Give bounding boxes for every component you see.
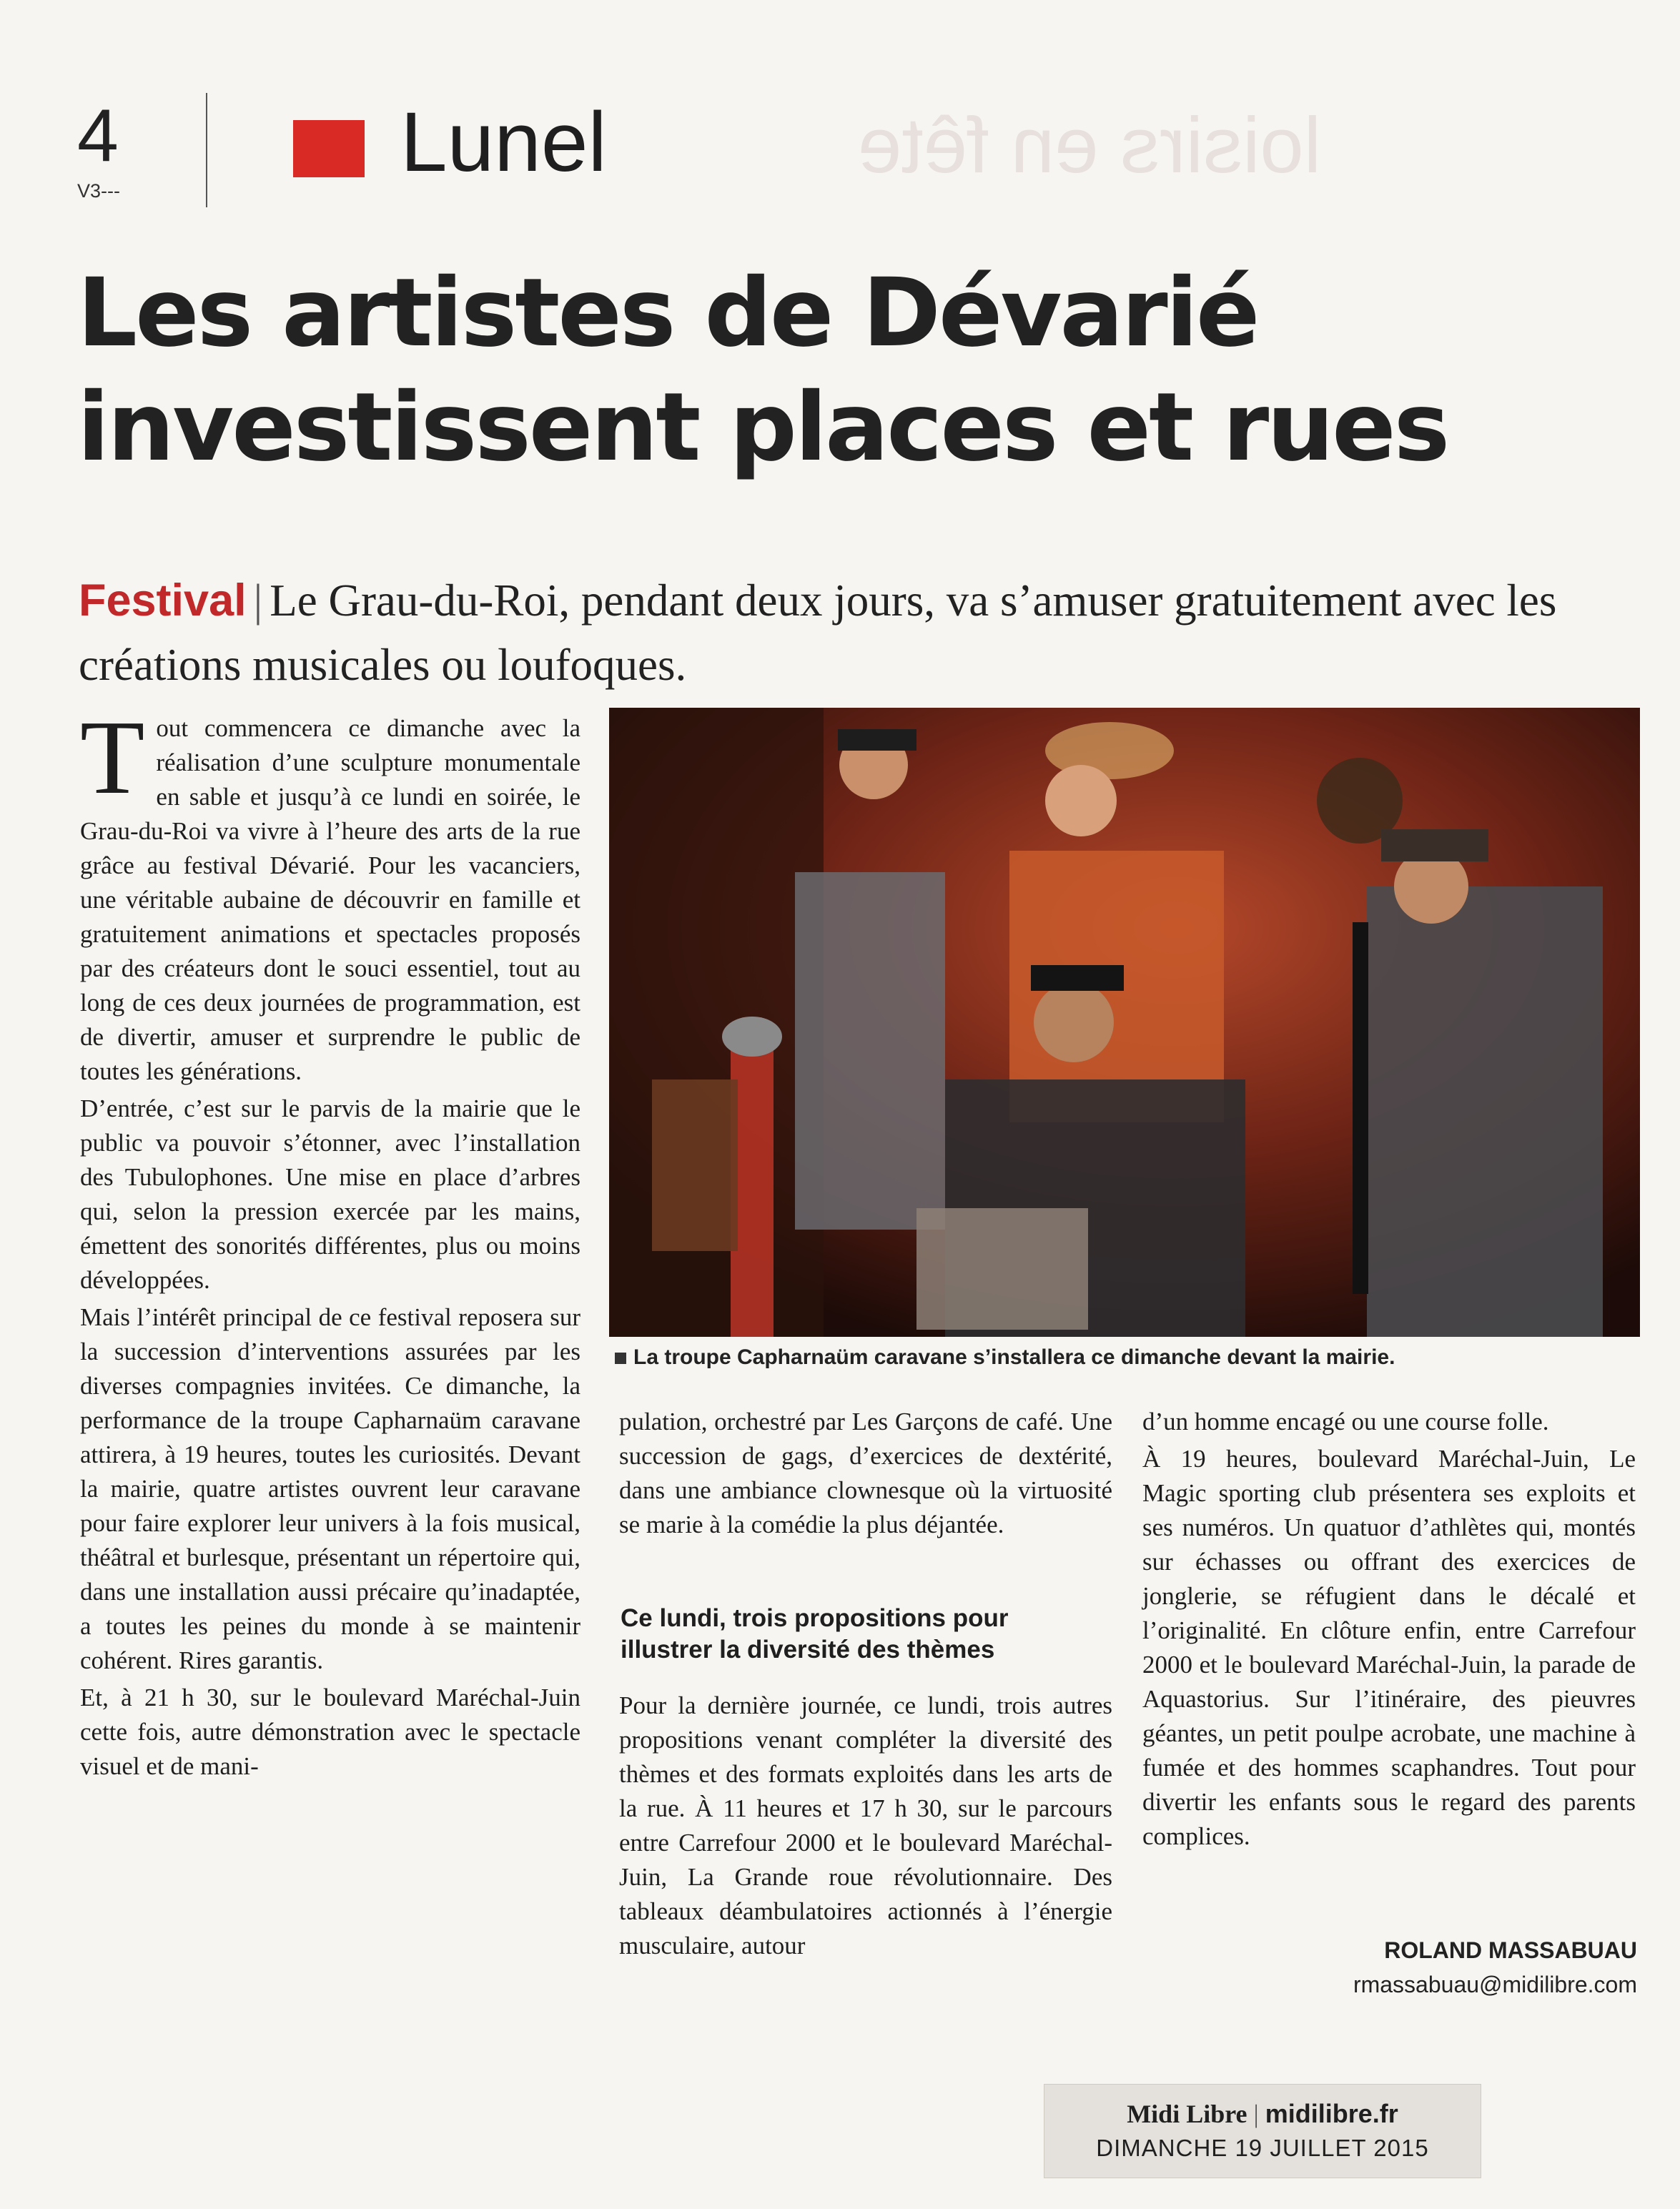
kicker: Festival	[79, 575, 247, 626]
paper-name: Midi Libre	[1127, 2100, 1247, 2128]
paragraph: pulation, orchestré par Les Garçons de café. Une succession de gags, d’exercices de dextérité, dans une ambiance clownesque où la virtuosité se marie à la comédie la plus déjantée.	[619, 1408, 1112, 1538]
source-stamp	[1044, 2084, 1481, 2178]
standfirst-text: Le Grau-du-Roi, pendant deux jours, va s’amuser gratuitement avec les créations musicales ou loufoques.	[79, 575, 1557, 690]
source-title	[1044, 2099, 1481, 2129]
standfirst	[79, 568, 1616, 697]
header-divider	[206, 93, 207, 207]
section-title: Lunel	[400, 95, 607, 189]
photo-caption	[615, 1345, 1637, 1370]
dropcap: T	[80, 699, 145, 816]
caption-bullet-icon	[615, 1353, 626, 1364]
article-column-2	[619, 1405, 1112, 1545]
paragraph: À 19 heures, boulevard Maréchal-Juin, Le Magic sporting club présentera ses exploits et ses numéros. Un quatuor d’athlètes qui, montés sur échasses ou offrant des exercices de jonglerie, se réfugient dans le décalé et l’originalité. En clôture enfin, entre Carrefour 2000 et le boulevard Maréchal-Juin, la parade de Aquastorius. Sur l’itinéraire, des pieuvres géantes, un petit poulpe acrobate, une machine à fumée et des hommes scaphandres. Tout pour divertir les enfants sous le regard des parents complices.	[1142, 1445, 1636, 1850]
publication-date: DIMANCHE 19 JUILLET 2015	[1096, 2135, 1429, 2161]
subheading: Ce lundi, trois propositions pour illustrer la diversité des thèmes	[621, 1604, 1009, 1664]
paragraph: d’un homme encagé ou une course folle.	[1142, 1408, 1549, 1435]
paragraph: Et, à 21 h 30, sur le boulevard Maréchal-Juin cette fois, autre démonstration avec le spectacle visuel et de mani-	[80, 1684, 580, 1780]
headline	[77, 256, 1650, 485]
author-signature: ROLAND MASSABUAU	[1384, 1937, 1637, 1963]
paragraph: Mais l’intérêt principal de ce festival reposera sur la succession d’interventions assurées par les diverses compagnies invitées. Ce dimanche, la performance de la troupe Capharnaüm caravane attirera, à 19 heures, toutes les curiosités. Devant la mairie, quatre artistes ouvrent leur caravane pour faire explorer leur univers à la fois musical, théâtral et burlesque, présentant un répertoire qui, dans une installation aussi précaire qu’inadaptée, a toutes les peines du monde à se maintenir cohérent. Rires garantis.	[80, 1303, 580, 1674]
edition-code: V3---	[77, 180, 120, 202]
caption-text: La troupe Capharnaüm caravane s’installera ce dimanche devant la mairie.	[633, 1345, 1395, 1369]
article-column-2-continued	[619, 1689, 1112, 1966]
article-column-1	[80, 699, 580, 1787]
show-through-text: loisirs en fête	[858, 102, 1322, 189]
paragraph	[80, 699, 580, 1089]
author-email: rmassabuau@midilibre.com	[1353, 1972, 1637, 1997]
article-photo	[609, 708, 1640, 1337]
page-number: 4	[77, 94, 119, 177]
paper-site: midilibre.fr	[1265, 2099, 1398, 2128]
paragraph: Pour la dernière journée, ce lundi, trois autres propositions venant compléter la diversité des thèmes et des formats exploités dans les arts de la rue. À 11 heures et 17 h 30, sur le parcours entre Carrefour 2000 et le boulevard Maréchal-Juin, La Grande roue révolutionnaire. Des tableaux déambulatoires actionnés à l’énergie musculaire, autour	[619, 1691, 1112, 1960]
headline-line-1: Les artistes de Dévarié	[77, 258, 1258, 368]
paragraph: D’entrée, c’est sur le parvis de la mairie que le public va pouvoir s’étonner, avec l’installation des Tubulophones. Une mise en place d’arbres qui, selon la pression exercée par les mains, émettent des sonorités différentes, plus ou moins développées.	[80, 1094, 580, 1294]
photo-illustration	[609, 708, 1640, 1337]
headline-line-2: investissent places et rues	[77, 372, 1448, 483]
section-marker-icon	[293, 120, 365, 177]
paragraph-text: out commencera ce dimanche avec la réalisation d’une sculpture monumentale en sable et jusqu’à ce lundi en soirée, le Grau-du-Roi va vivre à l’heure des arts de la rue grâce au festival Dévarié. Pour les vacanciers, une véritable aubaine de découvrir en famille et gratuitement animations et spectacles proposés par des créateurs dont le souci essentiel, tout au long de ces deux journées de programmation, est de divertir, amuser et surprendre le public de toutes les générations.	[80, 714, 580, 1085]
source-separator: |	[1253, 2100, 1259, 2128]
kicker-separator: |	[253, 575, 263, 626]
article-column-3	[1142, 1405, 1636, 1857]
